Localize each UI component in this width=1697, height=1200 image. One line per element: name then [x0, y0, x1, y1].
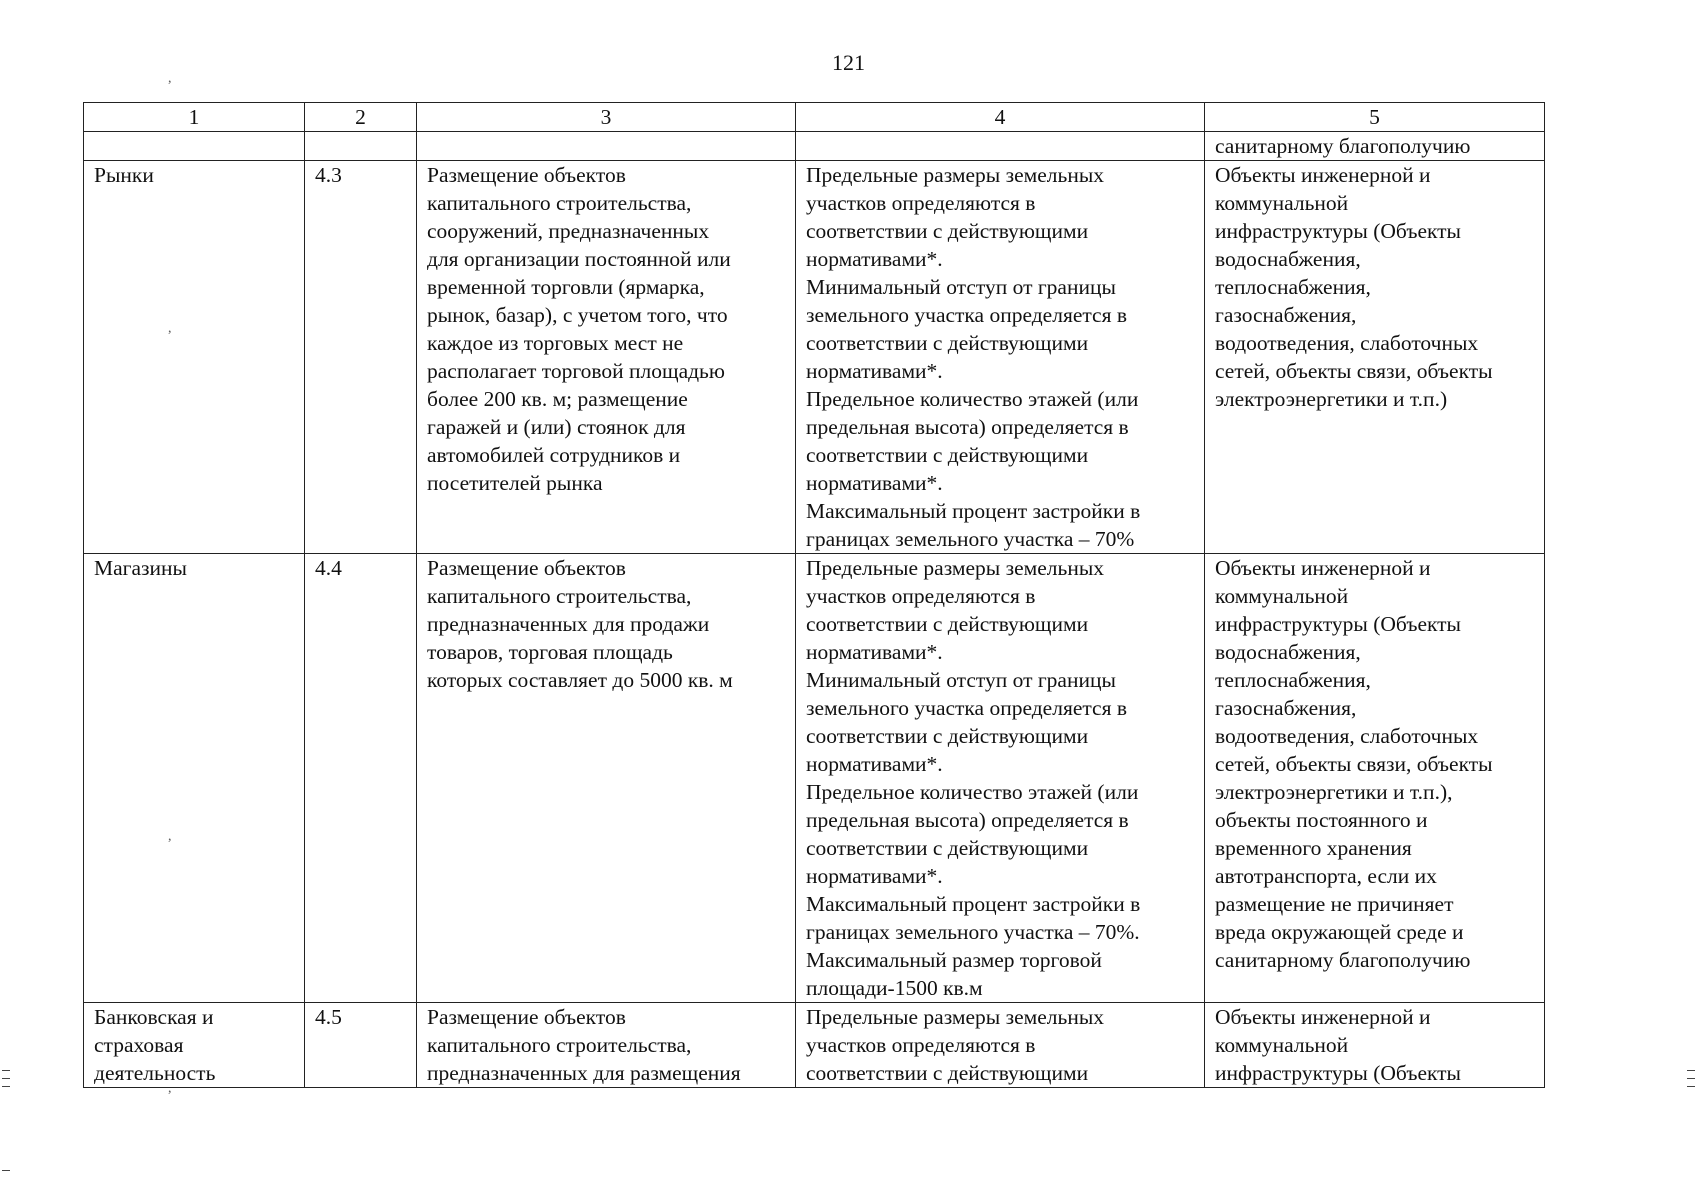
- continuation-row: [84, 132, 1545, 161]
- column-number: 5: [1205, 103, 1545, 132]
- land-use-table: [83, 102, 1545, 1088]
- scan-edge-mark: [2, 1170, 10, 1171]
- scan-edge-mark: [2, 1078, 10, 1079]
- use-type-code: 4.4: [305, 554, 417, 1003]
- use-type-auxiliary: Объекты инженерной и коммунальной инфраструктуры (Объекты водоснабжения, теплоснабжения, газоснабжения, водоотведения, слаботочных сетей, объекты связи, объекты электроэнергетики и т.п.): [1205, 161, 1545, 554]
- column-number: 3: [417, 103, 796, 132]
- column-number: 2: [305, 103, 417, 132]
- use-type-name-cell: [84, 1003, 305, 1088]
- column-number: 4: [796, 103, 1205, 132]
- scan-speck: ,: [168, 1081, 172, 1096]
- use-type-description-cell: [417, 1003, 796, 1088]
- scan-speck: ,: [168, 829, 172, 844]
- use-type-parameters: Предельные размеры земельных участков определяются в соответствии с действующими: [806, 1005, 1105, 1085]
- use-type-parameters: Предельные размеры земельных участков определяются в соответствии с действующими нормативами*. Минимальный отступ от границы земельного участка определяется в соответствии с действующими нормативами*. Предельное количество этажей (или предельная высота) определяется в соответствии с действующими нормативами*. Максимальный процент застройки в границах земельного участка – 70%. Максимальный размер торговой площади-1500 кв.м: [796, 554, 1205, 1003]
- scan-edge-mark: [1687, 1086, 1695, 1087]
- use-type-auxiliary: Объекты инженерной и коммунальной инфраструктуры (Объекты водоснабжения, теплоснабжения, газоснабжения, водоотведения, слаботочных сетей, объекты связи, объекты электроэнергетики и т.п.), объекты постоянного и временного хранения автотранспорта, если их размещение не причиняет вреда окружающей среде и санитарному благополучию: [1205, 554, 1545, 1003]
- continuation-cell: [305, 132, 417, 161]
- column-number-row: [84, 103, 1545, 132]
- use-type-description: Размещение объектов капитального строительства, сооружений, предназначенных для организации постоянной или временной торговли (ярмарка, рынок, базар), с учетом того, что каждое из торговых мест не располагает торговой площадью более 200 кв. м; размещение гаражей и (или) стоянок для автомобилей сотрудников и посетителей рынка: [417, 161, 796, 554]
- scan-speck: ,: [168, 321, 172, 336]
- continuation-cell: [84, 132, 305, 161]
- use-type-parameters: Предельные размеры земельных участков определяются в соответствии с действующими нормативами*. Минимальный отступ от границы земельного участка определяется в соответствии с действующими нормативами*. Предельное количество этажей (или предельная высота) определяется в соответствии с действующими нормативами*. Максимальный процент застройки в границах земельного участка – 70%: [796, 161, 1205, 554]
- use-type-auxiliary-cell: [1205, 1003, 1545, 1088]
- continuation-cell: санитарному благополучию: [1205, 132, 1545, 161]
- scan-edge-mark: [2, 1070, 10, 1071]
- scan-edge-mark: [1687, 1070, 1695, 1071]
- use-type-code: 4.3: [305, 161, 417, 554]
- continuation-cell: [417, 132, 796, 161]
- table-row: [84, 1003, 1545, 1088]
- use-type-code: 4.5: [315, 1005, 342, 1029]
- scan-edge-mark: [1687, 1078, 1695, 1079]
- use-type-description: Размещение объектов капитального строительства, предназначенных для размещения: [427, 1005, 741, 1085]
- scan-edge-mark: [2, 1086, 10, 1087]
- continuation-cell: [796, 132, 1205, 161]
- page-number: 121: [832, 50, 865, 75]
- use-type-name: Магазины: [84, 554, 305, 1003]
- table-row: [84, 161, 1545, 554]
- use-type-auxiliary: Объекты инженерной и коммунальной инфраструктуры (Объекты: [1215, 1005, 1462, 1085]
- use-type-parameters-cell: [796, 1003, 1205, 1088]
- use-type-name: Рынки: [84, 161, 305, 554]
- use-type-description: Размещение объектов капитального строительства, предназначенных для продажи товаров, торговая площадь которых составляет до 5000 кв. м: [417, 554, 796, 1003]
- column-number: 1: [84, 103, 305, 132]
- use-type-code-cell: [305, 1003, 417, 1088]
- use-type-name: Банковская и страховая деятельность: [94, 1005, 216, 1085]
- table-row: [84, 554, 1545, 1003]
- scan-speck: ,: [168, 71, 172, 86]
